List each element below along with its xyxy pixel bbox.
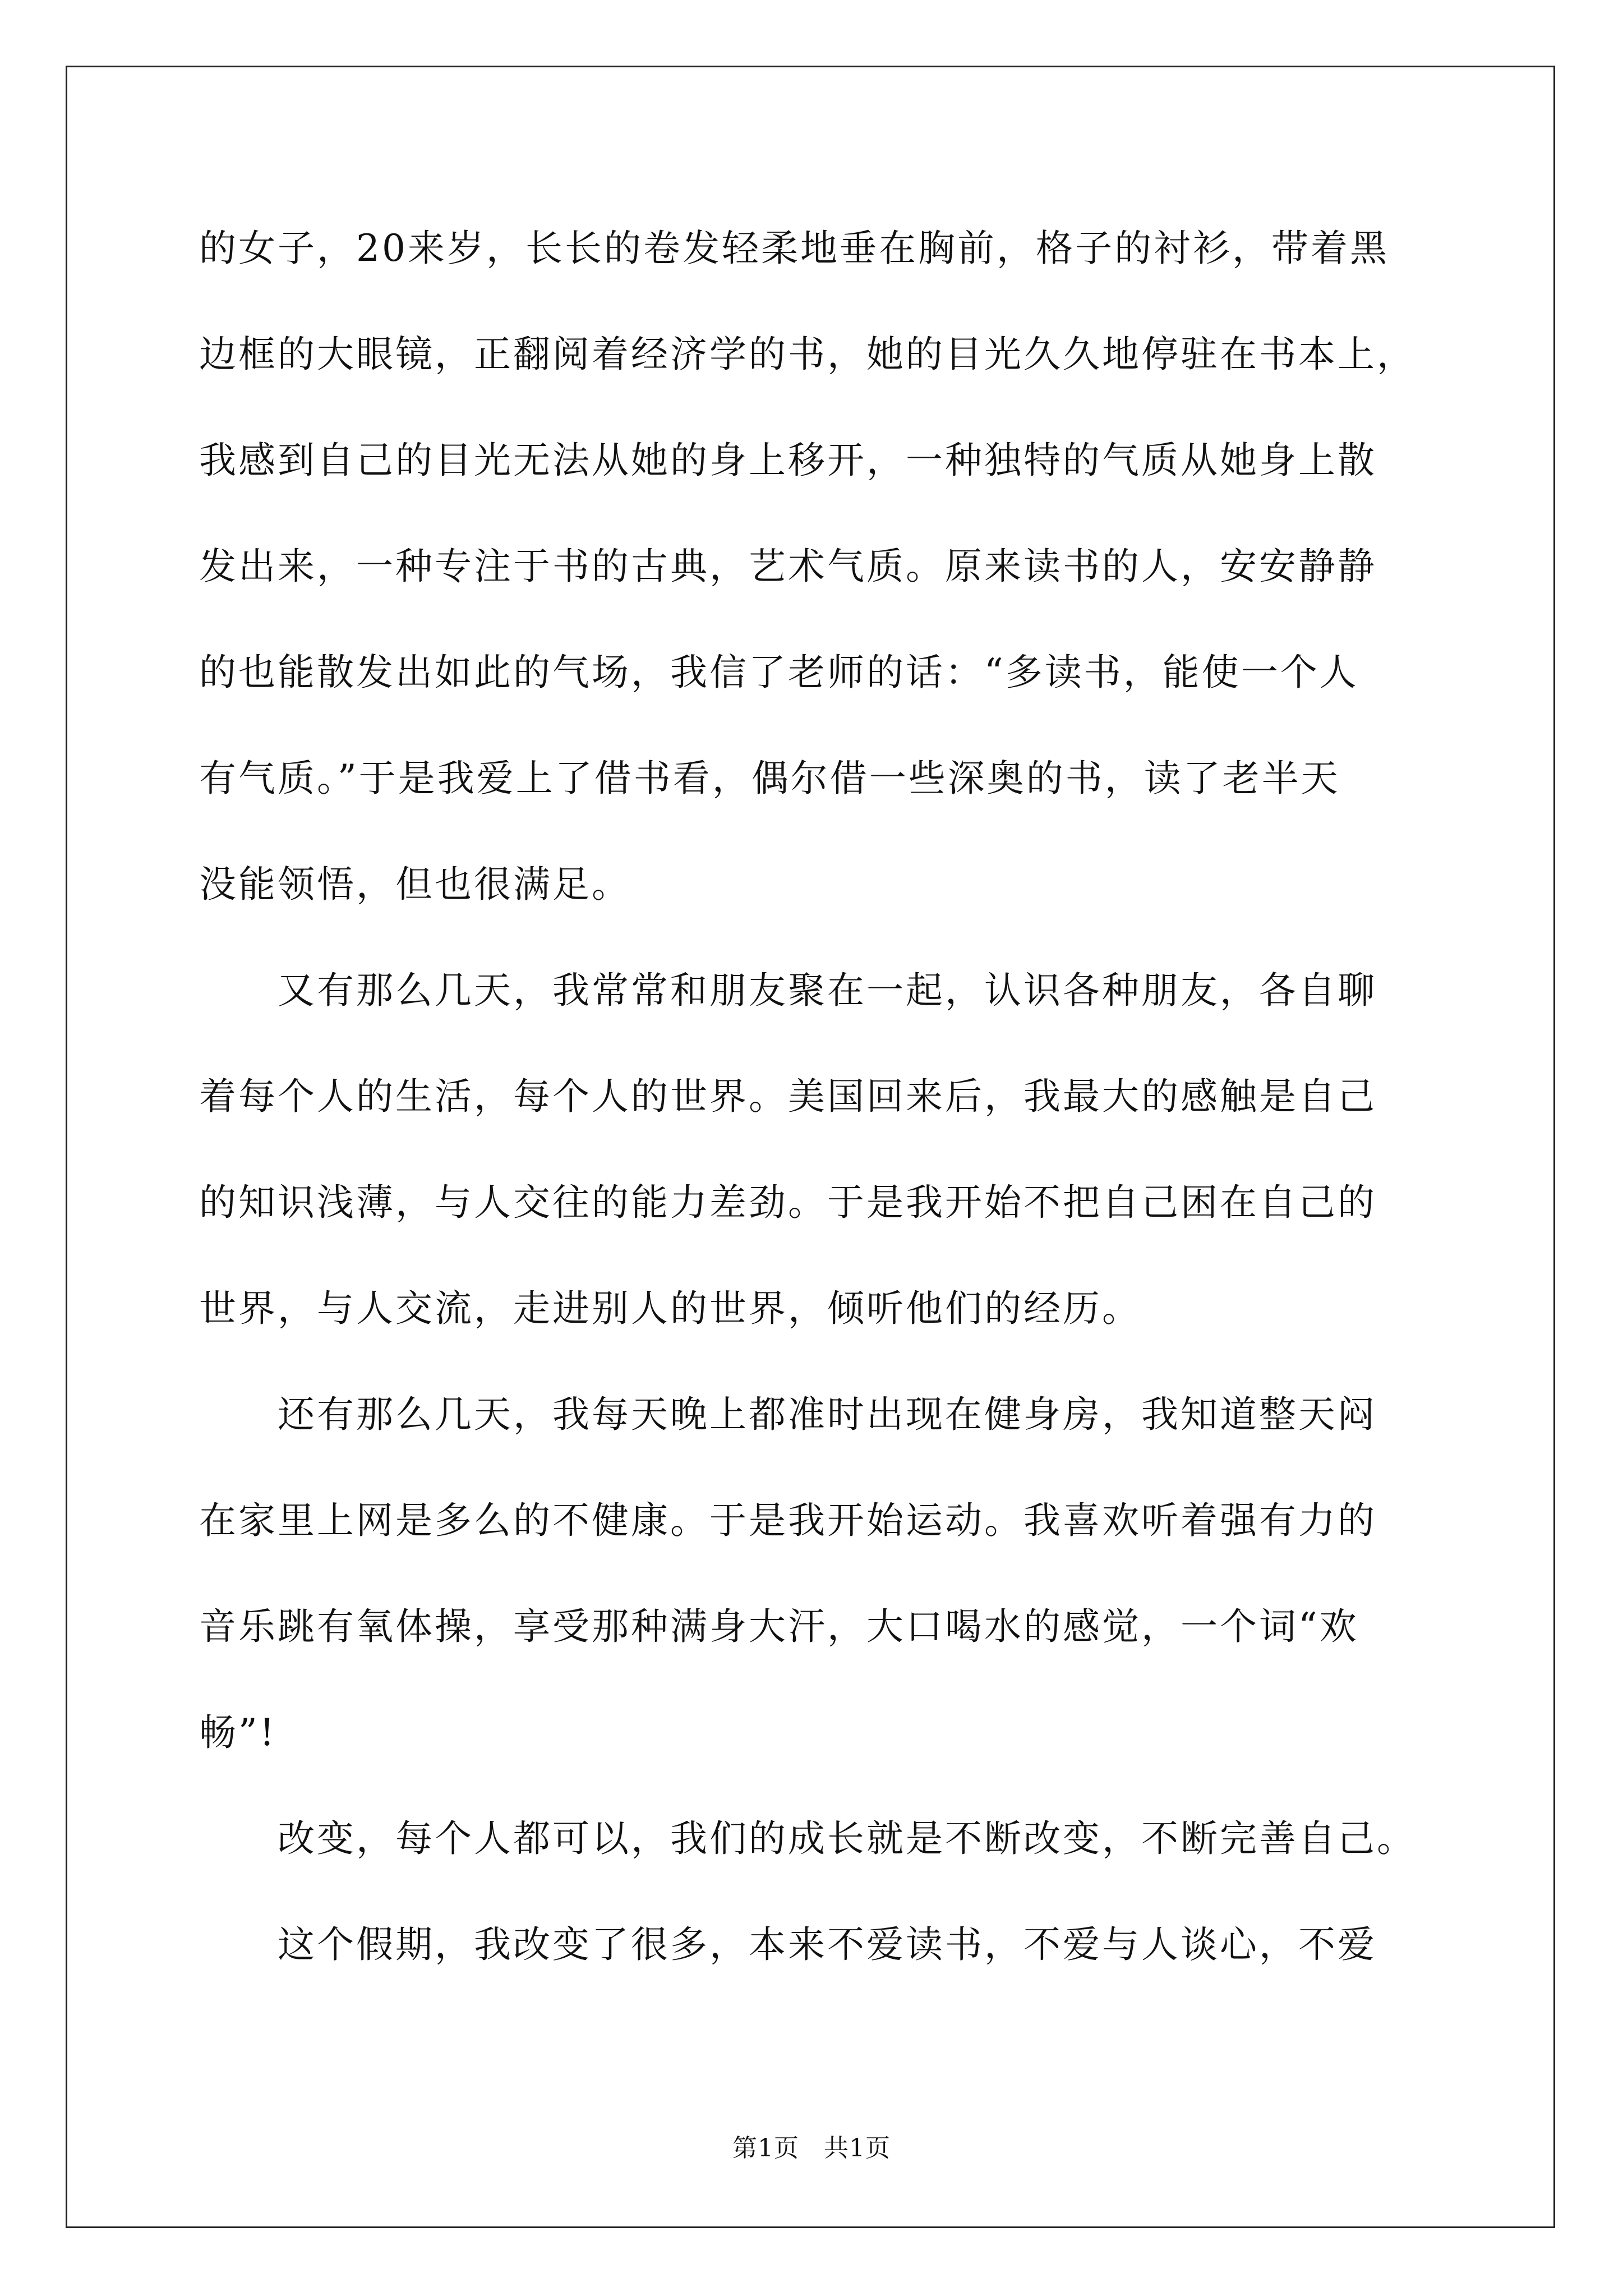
text-line: 畅”! [199, 1711, 277, 1754]
text-line: 的女子，20来岁，长长的卷发轻柔地垂在胸前，格子的衬衫，带着黑 [199, 227, 1389, 270]
text-line: 在家里上网是多么的不健康。于是我开始运动。我喜欢听着强有力的 [199, 1499, 1377, 1542]
text-line: 我感到自己的目光无法从她的身上移开，一种独特的气质从她身上散 [199, 439, 1377, 482]
page-number: 第1页 [732, 2134, 799, 2162]
text-line: 改变，每个人都可以，我们的成长就是不断改变，不断完善自己。 [199, 1817, 1416, 1860]
text-line: 世界，与人交流，走进别人的世界，倾听他们的经历。 [199, 1287, 1141, 1330]
text-line: 音乐跳有氧体操，享受那种满身大汗，大口喝水的感觉，一个词“欢 [199, 1605, 1359, 1648]
text-line: 的知识浅薄，与人交往的能力差劲。于是我开始不把自己困在自己的 [199, 1181, 1377, 1224]
text-line: 没能领悟，但也很满足。 [199, 863, 631, 906]
page-total: 共1页 [824, 2134, 891, 2162]
text-line: 还有那么几天，我每天晚上都准时出现在健身房，我知道整天闷 [199, 1393, 1377, 1436]
text-line: 有气质。”于是我爱上了借书看，偶尔借一些深奥的书，读了老半天 [199, 757, 1340, 800]
text-line: 发出来，一种专注于书的古典，艺术气质。原来读书的人，安安静静 [199, 545, 1377, 588]
page-border [66, 66, 1555, 2228]
text-line: 着每个人的生活，每个人的世界。美国回来后，我最大的感触是自己 [199, 1075, 1377, 1118]
text-line: 的也能散发出如此的气场，我信了老师的话：“多读书，能使一个人 [199, 651, 1359, 694]
text-line: 边框的大眼镜，正翻阅着经济学的书，她的目光久久地停驻在书本上， [199, 333, 1416, 376]
page-footer [0, 2132, 1623, 2165]
text-line: 又有那么几天，我常常和朋友聚在一起，认识各种朋友，各自聊 [199, 969, 1377, 1012]
text-line: 这个假期，我改变了很多，本来不爱读书，不爱与人谈心，不爱 [199, 1923, 1377, 1966]
